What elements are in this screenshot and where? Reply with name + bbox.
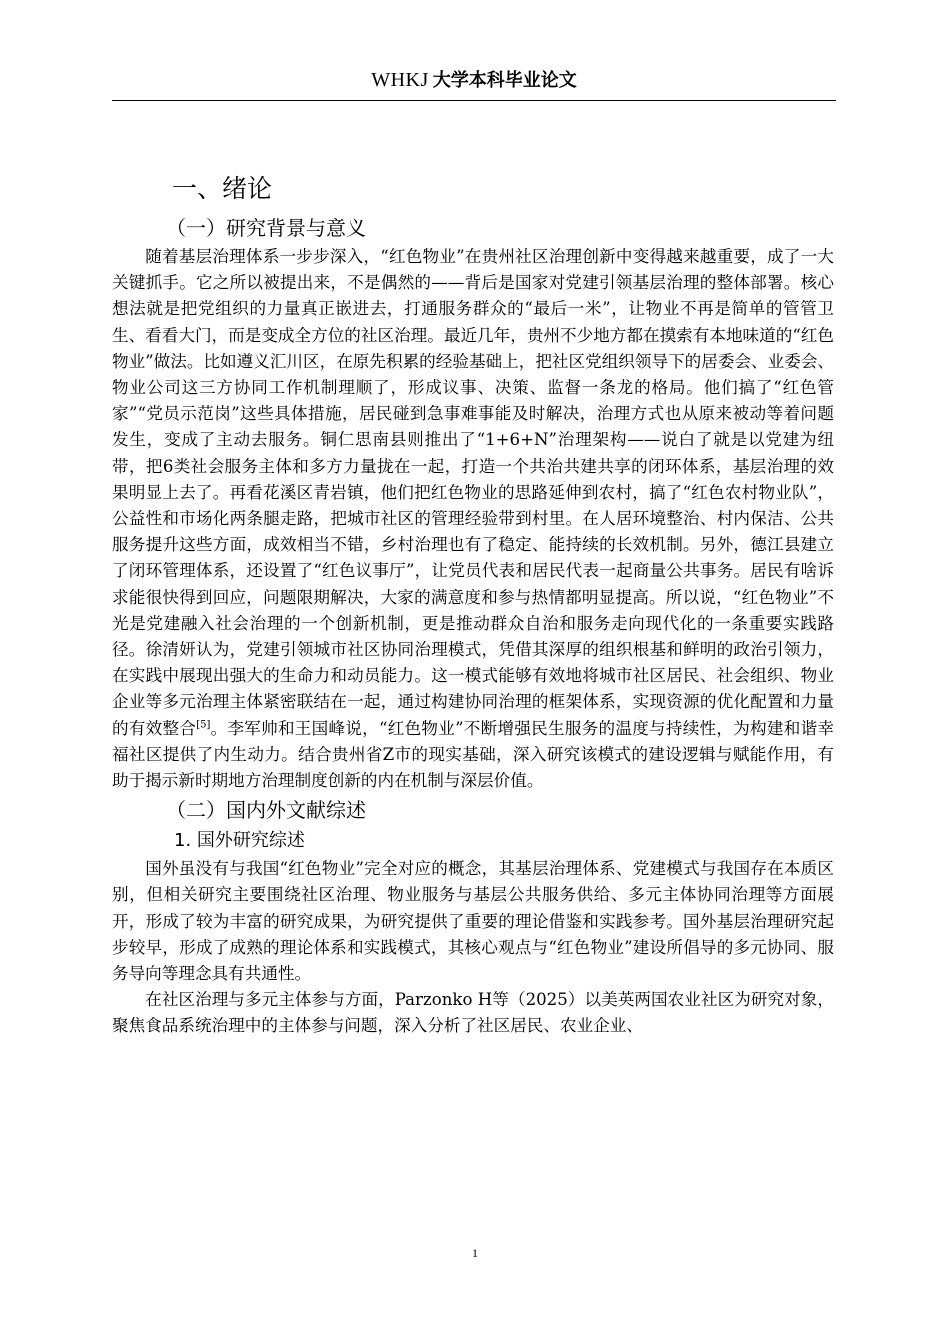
chapter-title: 一、绪论 [172, 174, 273, 203]
subsection-title-foreign: 1. 国外研究综述 [174, 830, 305, 852]
paragraph-background-tail: 。李军帅和王国峰说，“红色物业”不断增强民生服务的温度与持续性，为构建和谐幸福社区提供了内生动力。结合贵州省Z市的现实基础，深入研究该模式的建设逻辑与赋能作用，有助于揭示新时期地方治理制度创新的内在机制与深层价值。 [112, 718, 835, 791]
paragraph-community-governance: 在社区治理与多元主体参与方面，Parzonko H等（2025）以美英两国农业社区为研究对象，聚焦食品系统治理中的主体参与问题，深入分析了社区居民、农业企业、 [112, 990, 834, 1036]
section-title-background: （一）研究背景与意义 [166, 216, 366, 240]
section-title-literature: （二）国内外文献综述 [166, 798, 366, 823]
header-title: 大学本科毕业论文 [432, 70, 577, 91]
document-body [112, 170, 834, 1040]
page-header [112, 66, 836, 101]
paragraph-background-main: 随着基层治理体系一步步深入，“红色物业”在贵州社区治理创新中变得越来越重要，成了一大关键抓手。它之所以被提出来，不是偶然的——背后是国家对党建引领基层治理的整体部署。核心想法就是把党组织的力量真正嵌进去，打通服务群众的“最后一米”，让物业不再是简单的管管卫生、看看大门，而是变成全方位的社区治理。最近几年，贵州不少地方都在摸索有本地味道的“红色物业”做法。比如遵义汇川区，在原先积累的经验基础上，把社区党组织领导下的居委会、业委会、物业公司这三方协同工作机制理顺了，形成议事、决策、监督一条龙的格局。他们搞了“红色管家”“党员示范岗”这些具体措施，居民碰到急事难事能及时解决，治理方式也从原来被动等着问题发生，变成了主动去服务。铜仁思南县则推出了“1+6+N”治理架构——说白了就是以党建为纽带，把6类社会服务主体和多方力量拢在一起，打造一个共治共建共享的闭环体系，基层治理的效果明显上去了。再看花溪区青岩镇，他们把红色物业的思路延伸到农村，搞了“红色农村物业队”，公益性和市场化两条腿走路，把城市社区的管理经验带到村里。在人居环境整治、村内保洁、公共服务提升这些方面，成效相当不错，乡村治理也有了稳定、能持续的长效机制。另外，德江县建立了闭环管理体系，还设置了“红色议事厅”，让党员代表和居民代表一起商量公共事务。居民有啥诉求能很快得到回应，问题限期解决，大家的满意度和参与热情都明显提高。所以说，“红色物业”不光是党建融入社会治理的一个创新机制，更是推动群众自治和服务走向现代化的一条重要实践路径。徐清妍认为，党建引领城市社区协同治理模式，凭借其深厚的组织根基和鲜明的政治引领力，在实践中展现出强大的生命力和动员能力。这一模式能够有效地将城市社区居民、社会组织、物业企业等多元治理主体紧密联结在一起，通过构建协同治理的框架体系，实现资源的优化配置和力量的有效整合 [112, 247, 835, 738]
header-code: WHKJ [371, 69, 429, 91]
citation-ref: [5] [196, 719, 211, 731]
page-number: 1 [472, 1246, 478, 1260]
paragraph-background [112, 244, 834, 794]
paragraph-foreign-overview: 国外虽没有与我国“红色物业”完全对应的概念，其基层治理体系、党建模式与我国存在本质区别，但相关研究主要围绕社区治理、物业服务与基层公共服务供给、多元主体协同治理等方面展开，形成了较为丰富的研究成果，为研究提供了重要的理论借鉴和实践参考。国外基层治理研究起步较早，形成了成熟的理论体系和实践模式，其核心观点与“红色物业”建设所倡导的多元协同、服务导向等理念具有共通性。 [112, 859, 834, 984]
